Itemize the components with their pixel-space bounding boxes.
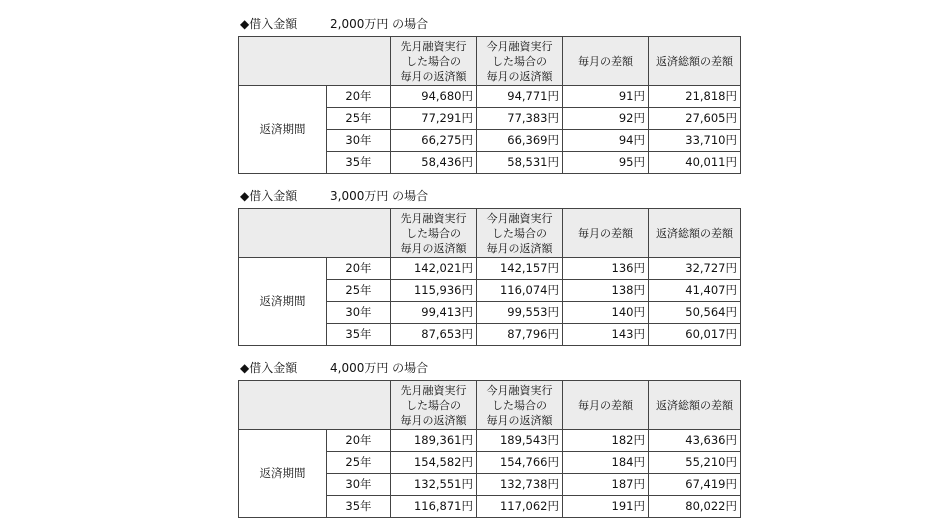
header-blank (239, 37, 391, 86)
repayment-table (238, 380, 741, 518)
prev-payment-cell: 66,275円 (391, 130, 477, 152)
total-diff-cell: 27,605円 (649, 108, 741, 130)
row-header-period: 返済期間 (239, 430, 327, 518)
repayment-table (238, 36, 741, 174)
header-line: 先月融資実行 (400, 383, 467, 397)
curr-payment-cell: 94,771円 (477, 86, 563, 108)
header-prev-month (391, 381, 477, 430)
row-header-period: 返済期間 (239, 86, 327, 174)
header-prev-month (391, 209, 477, 258)
monthly-diff-cell: 143円 (563, 324, 649, 346)
loan-section-4000 (238, 356, 740, 518)
prev-payment-cell: 116,871円 (391, 496, 477, 518)
total-diff-cell: 50,564円 (649, 302, 741, 324)
loan-amount-label: ◆借入金額 (240, 17, 298, 31)
period-cell: 30年 (327, 130, 391, 152)
header-monthly-diff: 毎月の差額 (563, 209, 649, 258)
curr-payment-cell: 99,553円 (477, 302, 563, 324)
header-line: 今月融資実行 (486, 383, 553, 397)
prev-payment-cell: 154,582円 (391, 452, 477, 474)
prev-payment-cell: 189,361円 (391, 430, 477, 452)
period-cell: 25年 (327, 452, 391, 474)
curr-payment-cell: 154,766円 (477, 452, 563, 474)
total-diff-cell: 40,011円 (649, 152, 741, 174)
section-caption (238, 184, 740, 208)
header-monthly-diff: 毎月の差額 (563, 381, 649, 430)
header-blank (239, 209, 391, 258)
monthly-diff-cell: 91円 (563, 86, 649, 108)
total-diff-cell: 21,818円 (649, 86, 741, 108)
monthly-diff-cell: 138円 (563, 280, 649, 302)
curr-payment-cell: 66,369円 (477, 130, 563, 152)
period-cell: 20年 (327, 258, 391, 280)
prev-payment-cell: 142,021円 (391, 258, 477, 280)
curr-payment-cell: 132,738円 (477, 474, 563, 496)
total-diff-cell: 67,419円 (649, 474, 741, 496)
header-line: 毎月の返済額 (486, 413, 553, 427)
curr-payment-cell: 77,383円 (477, 108, 563, 130)
period-cell: 35年 (327, 324, 391, 346)
period-cell: 30年 (327, 302, 391, 324)
section-caption (238, 12, 740, 36)
curr-payment-cell: 189,543円 (477, 430, 563, 452)
prev-payment-cell: 132,551円 (391, 474, 477, 496)
curr-payment-cell: 116,074円 (477, 280, 563, 302)
header-total-diff: 返済総額の差額 (649, 37, 741, 86)
total-diff-cell: 55,210円 (649, 452, 741, 474)
header-this-month (477, 381, 563, 430)
row-header-period: 返済期間 (239, 258, 327, 346)
header-line: した場合の (406, 398, 461, 412)
loan-section-3000 (238, 184, 740, 346)
prev-payment-cell: 115,936円 (391, 280, 477, 302)
monthly-diff-cell: 94円 (563, 130, 649, 152)
header-total-diff: 返済総額の差額 (649, 381, 741, 430)
table-row (239, 258, 741, 280)
total-diff-cell: 33,710円 (649, 130, 741, 152)
loan-amount-label: ◆借入金額 (240, 361, 298, 375)
header-line: 毎月の返済額 (486, 241, 553, 255)
header-line: 今月融資実行 (486, 211, 553, 225)
header-blank (239, 381, 391, 430)
header-line: 毎月の返済額 (400, 69, 467, 83)
curr-payment-cell: 117,062円 (477, 496, 563, 518)
header-line: した場合の (406, 54, 461, 68)
monthly-diff-cell: 92円 (563, 108, 649, 130)
header-line: した場合の (406, 226, 461, 240)
period-cell: 25年 (327, 280, 391, 302)
header-prev-month (391, 37, 477, 86)
table-row (239, 430, 741, 452)
header-line: した場合の (492, 226, 547, 240)
monthly-diff-cell: 95円 (563, 152, 649, 174)
header-line: 毎月の返済額 (400, 241, 467, 255)
prev-payment-cell: 58,436円 (391, 152, 477, 174)
prev-payment-cell: 87,653円 (391, 324, 477, 346)
total-diff-cell: 60,017円 (649, 324, 741, 346)
header-line: 毎月の返済額 (400, 413, 467, 427)
period-cell: 35年 (327, 496, 391, 518)
header-line: 毎月の返済額 (486, 69, 553, 83)
loan-amount-value: 4,000万円 の場合 (330, 361, 429, 375)
period-cell: 30年 (327, 474, 391, 496)
header-monthly-diff: 毎月の差額 (563, 37, 649, 86)
curr-payment-cell: 87,796円 (477, 324, 563, 346)
header-line: 今月融資実行 (486, 39, 553, 53)
monthly-diff-cell: 187円 (563, 474, 649, 496)
prev-payment-cell: 77,291円 (391, 108, 477, 130)
prev-payment-cell: 94,680円 (391, 86, 477, 108)
header-total-diff: 返済総額の差額 (649, 209, 741, 258)
monthly-diff-cell: 136円 (563, 258, 649, 280)
total-diff-cell: 32,727円 (649, 258, 741, 280)
prev-payment-cell: 99,413円 (391, 302, 477, 324)
period-cell: 25年 (327, 108, 391, 130)
total-diff-cell: 43,636円 (649, 430, 741, 452)
header-this-month (477, 37, 563, 86)
monthly-diff-cell: 182円 (563, 430, 649, 452)
period-cell: 20年 (327, 430, 391, 452)
curr-payment-cell: 142,157円 (477, 258, 563, 280)
header-this-month (477, 209, 563, 258)
period-cell: 35年 (327, 152, 391, 174)
loan-amount-value: 3,000万円 の場合 (330, 189, 429, 203)
monthly-diff-cell: 140円 (563, 302, 649, 324)
section-caption (238, 356, 740, 380)
header-line: した場合の (492, 398, 547, 412)
loan-amount-value: 2,000万円 の場合 (330, 17, 429, 31)
curr-payment-cell: 58,531円 (477, 152, 563, 174)
header-line: 先月融資実行 (400, 211, 467, 225)
period-cell: 20年 (327, 86, 391, 108)
loan-amount-label: ◆借入金額 (240, 189, 298, 203)
total-diff-cell: 41,407円 (649, 280, 741, 302)
repayment-table (238, 208, 741, 346)
loan-section-2000 (238, 12, 740, 174)
header-line: した場合の (492, 54, 547, 68)
monthly-diff-cell: 191円 (563, 496, 649, 518)
header-line: 先月融資実行 (400, 39, 467, 53)
total-diff-cell: 80,022円 (649, 496, 741, 518)
monthly-diff-cell: 184円 (563, 452, 649, 474)
table-row (239, 86, 741, 108)
